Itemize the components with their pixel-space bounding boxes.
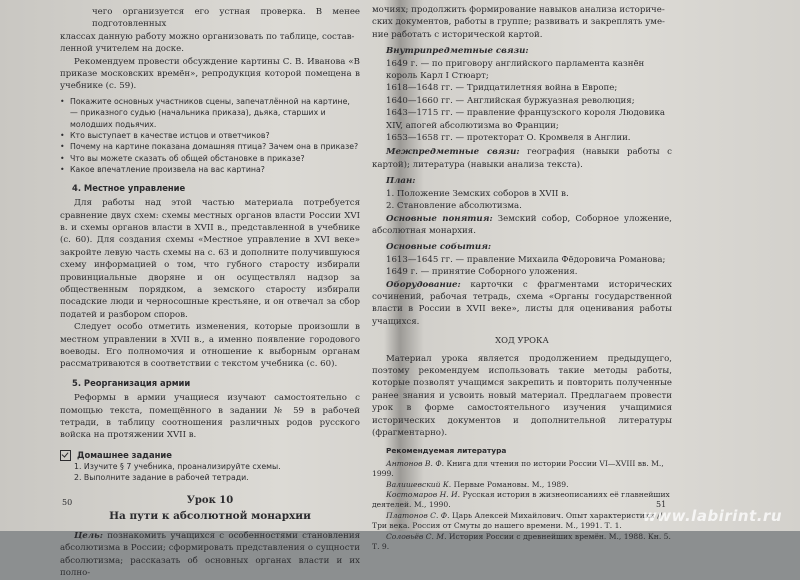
literature-author: Соловьёв С. М. xyxy=(386,531,447,541)
events-label: Основные события: xyxy=(386,242,492,253)
inter-links-label: Межпредметные связи: xyxy=(386,147,520,158)
section4-heading: 4. Местное управление xyxy=(72,182,186,193)
events-list xyxy=(372,254,672,279)
checkbox-icon xyxy=(60,450,71,461)
list-item: 1640—1660 гг. — Английская буржуазная революция; xyxy=(386,95,635,106)
literature-title: Книга для чтения по истории России VI—XVIII вв. М., 1999. xyxy=(372,458,664,479)
literature-heading: Рекомендуемая литература xyxy=(386,446,507,456)
list-item: 1613—1645 гг. — правление Михаила Фёдоровича Романова; xyxy=(386,254,666,265)
intro-line: мочиях; продолжить формирование навыков анализа историче- xyxy=(372,5,665,15)
list-item: 2. Становление абсолютизма. xyxy=(386,201,522,212)
literature-title: Русская история в жизнеописаниях её главнейших деятелей. М., 1990. xyxy=(372,490,670,510)
right-page xyxy=(372,4,672,552)
literature-author: Костомаров Н. И. xyxy=(386,490,461,500)
intro-line: ских документов, работы в группе; развивать и закреплять уме- xyxy=(372,17,665,28)
list-item: 1618—1648 гг. — Тридцатилетняя война в Европе; xyxy=(386,83,618,94)
page-number-left: 50 xyxy=(62,498,73,507)
inter-links-paragraph xyxy=(372,146,672,171)
plan-label: План: xyxy=(386,176,416,187)
inter-links-text: география (навыки работы с картой); литература (навыки анализа текста). xyxy=(372,147,672,170)
literature-author: Антонов В. Ф. xyxy=(386,458,445,468)
concepts-text: Земский собор, Соборное уложение, абсолютная монархия. xyxy=(372,213,672,236)
literature-item xyxy=(372,532,672,553)
homework-item: 1. Изучите § 7 учебника, проанализируйте схемы. xyxy=(74,462,281,472)
equipment-label: Оборудование: xyxy=(386,279,461,290)
intro-line: классах данную работу можно организовать по таблице, состав- xyxy=(60,31,355,42)
lesson-flow-heading: ХОД УРОКА xyxy=(495,335,549,346)
section5-heading: 5. Реорганизация армии xyxy=(72,377,191,388)
literature-item xyxy=(372,511,672,532)
question-item: • Какое впечатление произвела на вас картина? xyxy=(60,164,360,175)
list-item: 1649 г. — по приговору английского парламента казнён король Карл I Стюарт; xyxy=(386,58,645,82)
flow-paragraph: Материал урока является продолжением предыдущего, поэтому рекомендуем использовать такие методы работы, которые позволят учащимся закрепить и повторить полученные ранее знания и усвоить новый материал. Предлагаем провести урок в форме самостоятельного изучения учащимися исторических документов и дополнительной литературы (фрагментарно). xyxy=(372,353,672,438)
question-item: • Покажите основных участников сцены, запечатлённой на картине, — приказного судью (начальника приказа), дьяка, старших и молодших подьячих. xyxy=(60,96,360,130)
left-page xyxy=(60,6,360,580)
homework-heading xyxy=(60,449,360,461)
equipment-text: карточки с фрагментами исторических сочинений, рабочая тетрадь, схема «Органы государственной власти в России в XVII веке», листы для оценивания работы учащихся. xyxy=(372,279,672,327)
goal-label: Цель: xyxy=(74,531,103,542)
literature-item xyxy=(372,480,672,490)
section4-paragraph-2: Следует особо отметить изменения, которые произошли в местном управлении в XVII в., а именно появление городового воеводы. Его полномочия и отношение к выборным органам рассматриваются в соответствии с текстом учебника (с. 60). xyxy=(60,322,360,370)
literature-author: Платонов С. Ф. xyxy=(386,510,450,520)
question-item: • Кто выступает в качестве истцов и ответчиков? xyxy=(60,130,360,141)
literature-title: История России с древнейших времён. М., 1988. Кн. 5. Т. 9. xyxy=(372,531,671,552)
equipment-paragraph xyxy=(372,279,672,329)
concepts-label: Основные понятия: xyxy=(386,213,493,224)
goal-paragraph xyxy=(60,530,360,580)
intro-line: чего организуется его устная проверка. В менее подготовленных xyxy=(92,7,360,30)
literature-title: Первые Романовы. М., 1989. xyxy=(451,479,569,489)
watermark: www.labirint.ru xyxy=(642,507,782,525)
page-number-right: 51 xyxy=(656,500,667,509)
question-item: • Что вы можете сказать об общей обстановке в приказе? xyxy=(60,153,360,164)
list-item: 1649 г. — принятие Соборного уложения. xyxy=(386,267,578,278)
homework-item: 2. Выполните задание в рабочей тетради. xyxy=(74,473,249,483)
list-item: 1653—1658 гг. — протекторат О. Кромвеля в Англии. xyxy=(386,133,631,144)
literature-title: Царь Алексей Михайлович. Опыт характеристики // Три века. Россия от Смуты до нашего времени. М., 1991. Т. 1. xyxy=(372,510,663,531)
list-item: 1643—1715 гг. — правление французского короля Людовика XIV, апогей абсолютизма во Франции; xyxy=(386,108,665,131)
question-item: • Почему на картине показана домашняя птица? Зачем она в приказе? xyxy=(60,141,360,152)
literature-item xyxy=(372,490,672,511)
intro-line: ние работать с исторической картой. xyxy=(372,29,543,40)
section4-paragraph-1: Для работы над этой частью материала потребуется сравнение двух схем: схемы местных органов власти России XVI в. и схемы органов власти в XVII в., представленной в учебнике (с. 60). Для создания схемы «Местное управление в XVI веке» закройте левую часть схемы на с. 63 и дополните получившуюся схему информацией о том, что губного старосту избирали провинциальные дворяне и он осуществлял надзор за общественным порядком, а земского старосту избирали посадские люди и черносошные крестьяне, и он отвечал за сбор податей и разбором споров. xyxy=(60,198,360,320)
section5-paragraph: Реформы в армии учащиеся изучают самостоятельно с помощью текста, помещённого в задании № 59 в рабочей тетради, в таблицу соотношения различных родов русского войска на протяжении XVII в. xyxy=(60,393,360,441)
picture-paragraph: Рекомендуем провести обсуждение картины С. В. Иванова «В приказе московских времён», репродукция которой помещена в учебнике (с. 59). xyxy=(60,56,360,92)
literature-item xyxy=(372,459,672,480)
goal-text: познакомить учащихся с особенностями становления абсолютизма в России; сформировать представления о сущности абсолютизма; рассказать об основных органах власти и их полно- xyxy=(60,531,360,579)
inner-links-list xyxy=(372,58,672,145)
concepts-paragraph xyxy=(372,213,672,238)
plan-list xyxy=(372,188,672,213)
literature-author: Валишевский К. xyxy=(386,479,452,489)
lesson-label: Урок 10 xyxy=(186,495,234,507)
intro-line: ленной учителем на доске. xyxy=(60,44,184,55)
list-item: 1. Положение Земских соборов в XVII в. xyxy=(386,188,569,199)
homework-title: Домашнее задание xyxy=(77,449,172,460)
inner-links-label: Внутрипредметные связи: xyxy=(386,46,529,57)
lesson-title: На пути к абсолютной монархии xyxy=(109,509,311,522)
questions-list xyxy=(60,96,360,176)
